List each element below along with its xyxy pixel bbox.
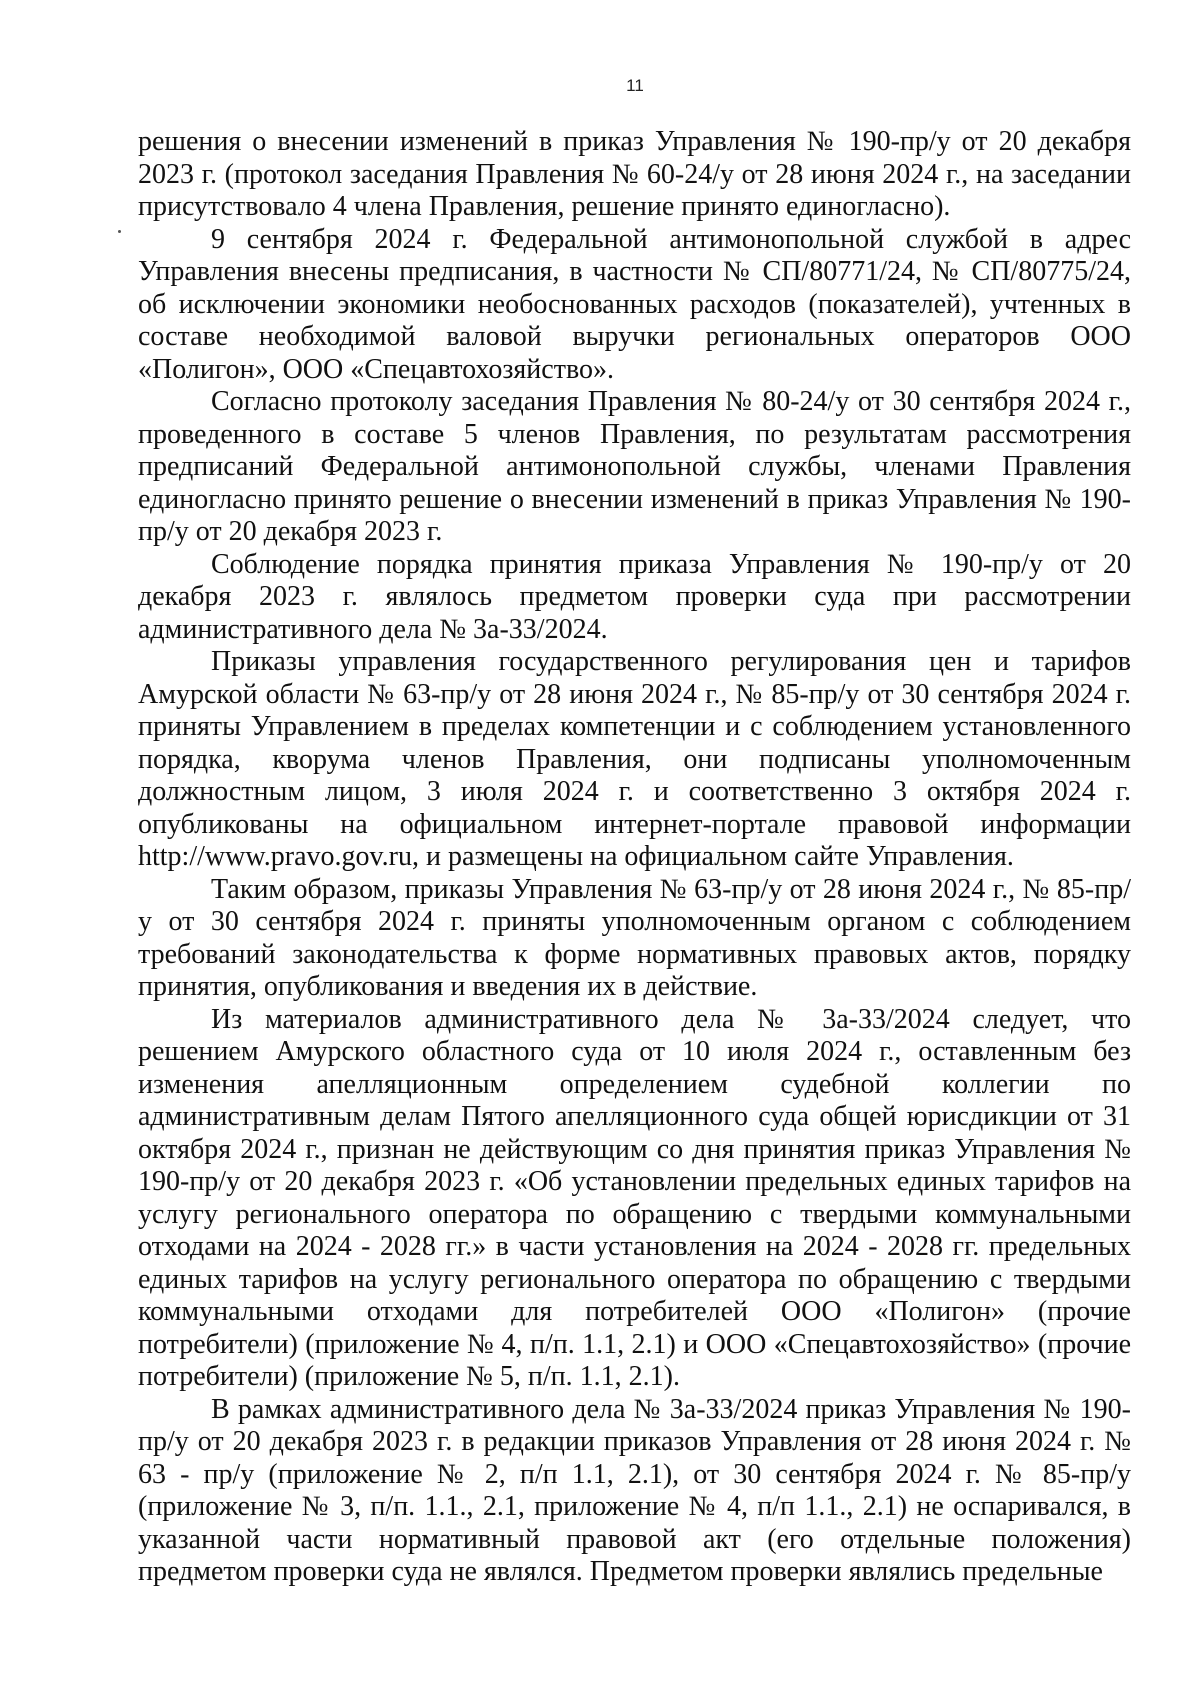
paragraph: Согласно протоколу заседания Правления № 80-24/у от 30 сентября 2024 г., проведенного в составе 5 членов Правления, по результатам рассмотрения предписаний Федеральной антимонопольной службы, членами Правления единогласно принято решение о внесении изменений в приказ Управления № 190-пр/у от 20 декабря 2023 г. xyxy=(138,386,1131,547)
paragraph: В рамках административного дела № 3а-33/2024 приказ Управления № 190-пр/у от 20 декабря 2023 г. в редакции приказов Управления от 28 июня 2024 г. № 63 - пр/у (приложение № 2, п/п 1.1, 2.1), от 30 сентября 2024 г. № 85-пр/у (приложение № 3, п/п. 1.1., 2.1, приложение № 4, п/п 1.1., 2.1) не оспаривался, в указанной части нормативный правовой акт (его отдельные положения) предметом проверки суда не являлся. Предметом проверки являлись предельные xyxy=(138,1393,1131,1587)
paragraph: Из материалов административного дела № 3а-33/2024 следует, что решением Амурского областного суда от 10 июля 2024 г., оставленным без изменения апелляционным определением судебной коллегии по административным делам Пятого апелляционного суда общей юрисдикции от 31 октября 2024 г., признан не действующим со дня принятия приказ Управления № 190-пр/у от 20 декабря 2023 г. «Об установлении предельных единых тарифов на услугу регионального оператора по обращению с твердыми коммунальными отходами на 2024 - 2028 гг.» в части установления на 2024 - 2028 гг. предельных единых тарифов на услугу регионального оператора по обращению с твердыми коммунальными отходами для потребителей ООО «Полигон» (прочие потребители) (приложение № 4, п/п. 1.1, 2.1) и ООО «Спецавтохозяйство» (прочие потребители) (приложение № 5, п/п. 1.1, 2.1). xyxy=(138,1003,1131,1392)
paragraph: Таким образом, приказы Управления № 63-пр/у от 28 июня 2024 г., № 85-пр/у от 30 сентября 2024 г. приняты уполномоченным органом с соблюдением требований законодательства к форме нормативных правовых актов, порядку принятия, опубликования и введения их в действие. xyxy=(138,873,1131,1002)
paragraph: Соблюдение порядка принятия приказа Управления № 190-пр/у от 20 декабря 2023 г. являлось предметом проверки суда при рассмотрении административного дела № 3а-33/2024. xyxy=(138,548,1131,645)
page-number: 11 xyxy=(626,76,644,95)
scan-speck xyxy=(118,230,121,233)
paragraph: Приказы управления государственного регулирования цен и тарифов Амурской области № 63-пр/у от 28 июня 2024 г., № 85-пр/у от 30 сентября 2024 г. приняты Управлением в пределах компетенции и с соблюдением установленного порядка, кворума членов Правления, они подписаны уполномоченным должностным лицом, 3 июля 2024 г. и соответственно 3 октября 2024 г. опубликованы на официальном интернет-портале правовой информации http://www.pravo.gov.ru, и размещены на официальном сайте Управления. xyxy=(138,646,1131,872)
paragraph-continuation: решения о внесении изменений в приказ Управления № 190-пр/у от 20 декабря 2023 г. (протокол заседания Правления № 60-24/у от 28 июня 2024 г., на заседании присутствовало 4 члена Правления, решение принято единогласно). xyxy=(138,126,1131,222)
paragraph: 9 сентября 2024 г. Федеральной антимонопольной службой в адрес Управления внесены предписания, в частности № СП/80771/24, № СП/80775/24, об исключении экономики необоснованных расходов (показателей), учтенных в составе необходимой валовой выручки региональных операторов ООО «Полигон», ООО «Спецавтохозяйство». xyxy=(138,223,1131,385)
document-body xyxy=(138,126,1131,1589)
